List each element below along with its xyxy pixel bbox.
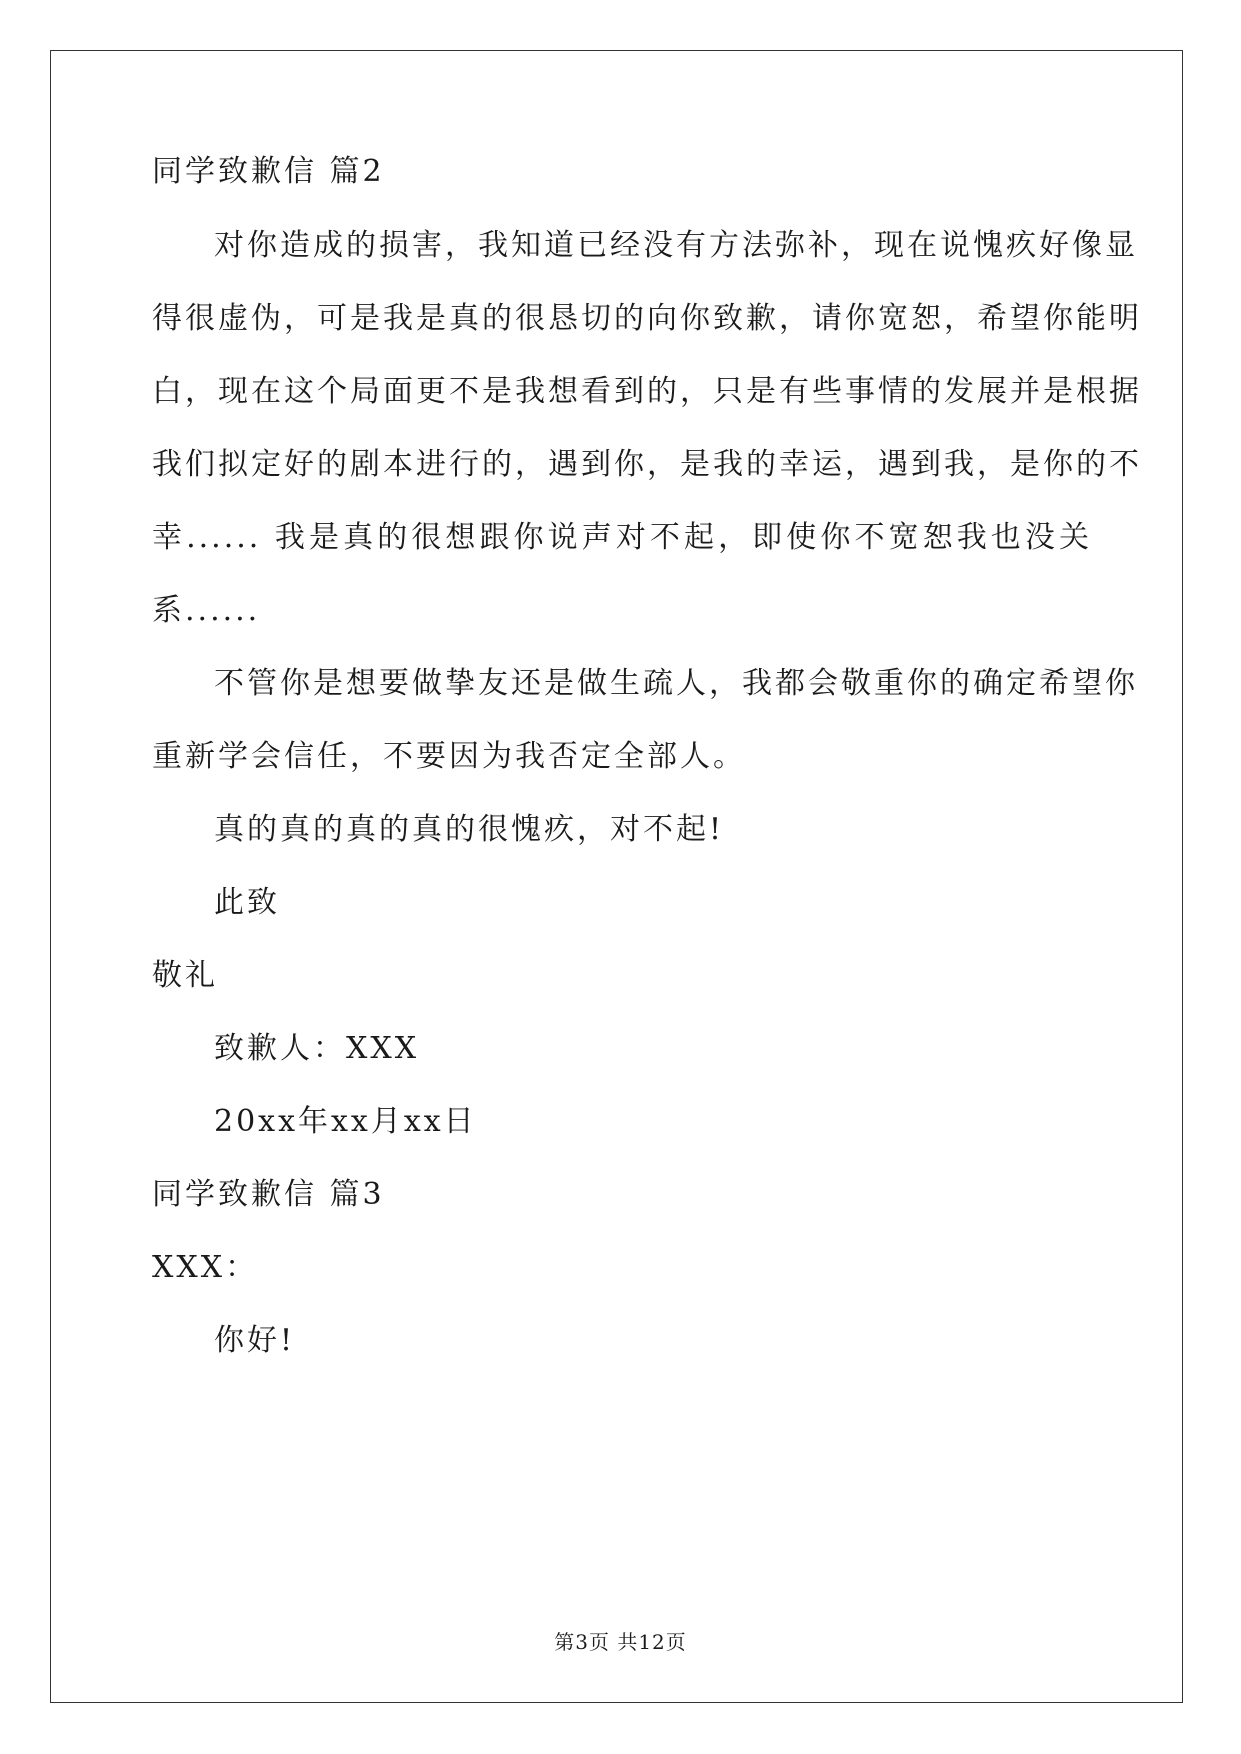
date-line: 20xx年xx月xx日	[214, 1104, 477, 1139]
recipient-line: XXX：	[152, 1250, 259, 1285]
paragraph-2-line-1: 不管你是想要做挚友还是做生疏人，我都会敬重你的确定希望你	[214, 666, 1138, 701]
section-heading-3: 同学致歉信 篇3	[152, 1177, 385, 1212]
paragraph-1-line-4: 我们拟定好的剧本进行的，遇到你，是我的幸运，遇到我，是你的不	[152, 447, 1142, 482]
paragraph-1-line-1: 对你造成的损害，我知道已经没有方法弥补，现在说愧疚好像显	[214, 228, 1138, 263]
page-border	[50, 50, 1183, 1703]
salute-line: 敬礼	[152, 958, 218, 993]
closing-line: 此致	[214, 885, 280, 920]
paragraph-1-line-2: 得很虚伪，可是我是真的很恳切的向你致歉，请你宽恕，希望你能明	[152, 301, 1142, 336]
greeting-line: 你好!	[214, 1323, 296, 1358]
signer-line: 致歉人：XXX	[214, 1031, 420, 1066]
paragraph-1-line-5: 幸...... 我是真的很想跟你说声对不起，即使你不宽恕我也没关	[152, 520, 1092, 555]
paragraph-2-line-2: 重新学会信任，不要因为我否定全部人。	[152, 739, 746, 774]
paragraph-3: 真的真的真的真的很愧疚，对不起!	[214, 812, 725, 847]
section-heading-2: 同学致歉信 篇2	[152, 154, 385, 189]
paragraph-1-line-3: 白，现在这个局面更不是我想看到的，只是有些事情的发展并是根据	[152, 374, 1142, 409]
paragraph-1-line-6: 系......	[152, 593, 261, 628]
page-number: 第3页 共12页	[554, 1630, 687, 1654]
